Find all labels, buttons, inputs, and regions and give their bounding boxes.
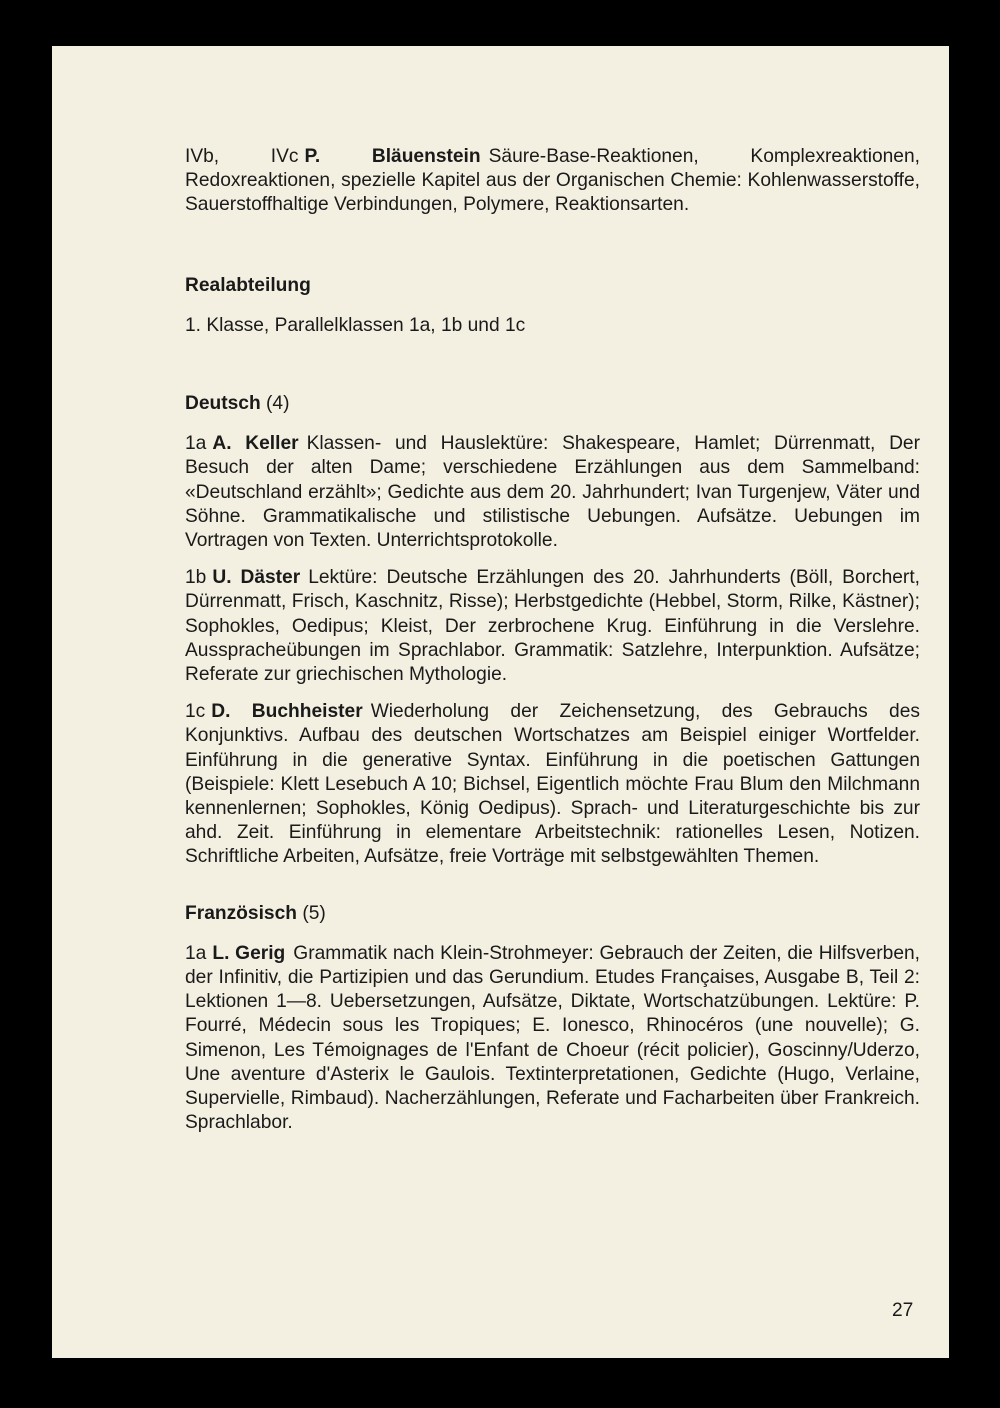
deutsch-entry-1a <box>185 432 920 553</box>
deutsch-entry-1c <box>185 700 920 869</box>
entry-class: 1a <box>185 942 207 964</box>
deutsch-entry-1b <box>185 566 920 687</box>
subject-heading-deutsch <box>185 392 920 416</box>
entry-text: Wiederholung der Zeichensetzung, des Gebrauchs des Konjunktivs. Aufbau des deutschen Wortschatzes am Beispiel einiger Wortfelder. Einführung in die generative Syntax. Einführung in die poetischen Gattungen (Beispiele: Klett Lesebuch A 10; Bichsel, Eigentlich möchte Frau Blum den Milchmann kennenlernen; Sophokles, König Oedipus). Sprach- und Literaturgeschichte bis zur ahd. Zeit. Einführung in elementare Arbeitstechnik: rationelles Lesen, Notizen. Schriftliche Arbeiten, Aufsätze, freie Vorträge mit selbstgewählten Themen. <box>185 701 920 868</box>
entry-text: Klassen- und Hauslektüre: Shakespeare, Hamlet; Dürrenmatt, Der Besuch der alten Dame; verschiedene Erzählungen aus dem Sammelband: «Deutschland erzählt»; Gedichte aus dem 20. Jahrhundert; Ivan Turgenjew, Väter und Söhne. Grammatikalische und stilistische Uebungen. Aufsätze. Uebungen im Vortragen von Texten. Unterrichtsprotokolle. <box>185 433 920 552</box>
entry-class: 1c <box>185 701 206 723</box>
page-number: 27 <box>892 1300 914 1321</box>
section-title: Realabteilung <box>185 274 311 296</box>
page-content <box>185 145 920 1149</box>
entry-teacher: D. Buchheister <box>211 701 363 723</box>
subject-name: Französisch <box>185 902 297 924</box>
entry-teacher: L. Gerig <box>212 942 286 964</box>
document-page <box>52 46 949 1358</box>
entry-class: 1a <box>185 433 207 455</box>
franzoesisch-entry-1a <box>185 942 920 1136</box>
entry-teacher: U. Däster <box>212 567 301 589</box>
entry-text: Säure-Base-Reaktionen, Komplexreaktionen, Redoxreaktionen, spezielle Kapitel aus der Organischen Chemie: Kohlenwasserstoffe, Sauerstoffhaltige Verbindungen, Polymere, Reaktionsarten. <box>185 146 920 216</box>
section-subtitle: 1. Klasse, Parallelklassen 1a, 1b und 1c <box>185 314 526 336</box>
subject-name: Deutsch <box>185 393 261 415</box>
subject-hours: (5) <box>302 902 326 924</box>
entry-text: Grammatik nach Klein-Strohmeyer: Gebrauch der Zeiten, die Hilfsverben, der Infinitiv, die Partizipien und das Gerundium. Etudes Françaises, Ausgabe B, Teil 2: Lektionen 1—8. Uebersetzungen, Aufsätze, Diktate, Wortschatzübungen. Lektüre: P. Fourré, Médecin sous les Tropiques; E. Ionesco, Rhinocéros (une nouvelle); G. Simenon, Les Témoignages de l'Enfant de Choeur (récit policier), Goscinny/Uderzo, Une aventure d'Asterix le Gaulois. Textinterpretationen, Gedichte (Hugo, Verlaine, Supervielle, Rimbaud). Nacherzählungen, Referate und Facharbeiten über Frankreich. Sprachlabor. <box>185 942 921 1134</box>
entry-classes: IVb, IVc <box>185 146 299 167</box>
subject-heading-franzoesisch <box>185 902 920 926</box>
entry-teacher: A. Keller <box>212 433 299 455</box>
intro-entry <box>185 145 920 218</box>
subject-hours: (4) <box>266 393 290 415</box>
entry-class: 1b <box>185 567 207 589</box>
entry-text: Lektüre: Deutsche Erzählungen des 20. Jahrhunderts (Böll, Borchert, Dürrenmatt, Frisch, Kaschnitz, Risse); Herbstgedichte (Hebbel, Storm, Rilke, Kästner); Sophokles, Oedipus; Kleist, Der zerbrochene Krug. Einführung in die Verslehre. Ausspracheübungen im Sprachlabor. Grammatik: Satzlehre, Interpunktion. Aufsätze; Referate zur griechischen Mythologie. <box>185 567 920 686</box>
entry-teacher: P. Bläuenstein <box>304 146 481 167</box>
